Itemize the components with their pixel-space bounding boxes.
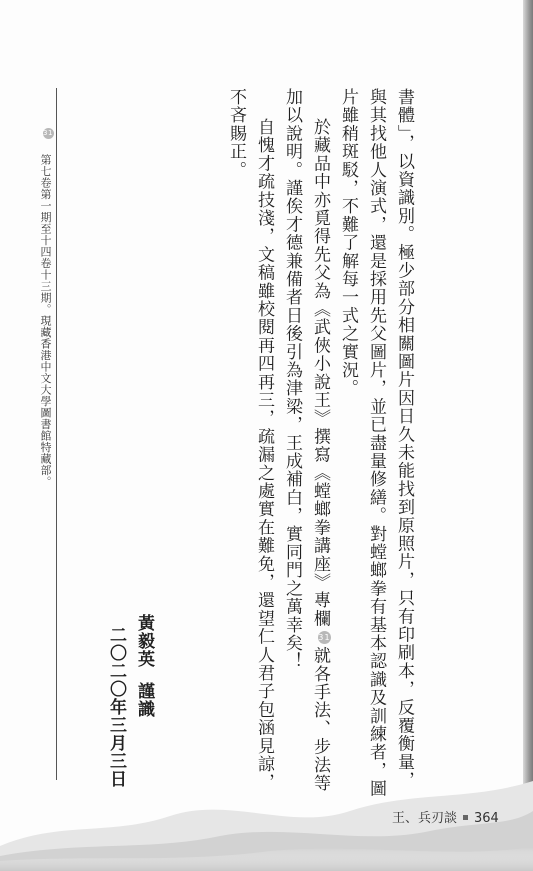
signature-date: 二〇二〇年三月三日 [106,626,126,788]
footnote-reference-badge[interactable]: 31 [318,632,331,642]
body-column-4-text: 於藏品中亦覓得先父為《武俠小說王》撰寫《螳螂拳講座》專欄 [310,118,330,628]
footnote-separator [56,88,57,780]
body-column-5: 加以說明。謹俟才德兼備者日後引為津梁，王成補白，實同門之萬幸矣！ [282,88,302,671]
body-column-7: 不吝賜正。 [226,88,246,179]
page-number: 364 [474,811,499,826]
running-head [392,807,499,826]
page-spine-shadow [523,0,533,871]
footnote-text: 第七卷第一期至十四卷十三期。現藏香港中文大學圖書館特藏部。 [39,154,52,488]
body-column-4-tail: 就各手法、步法等 [310,646,330,793]
separator-square-icon [463,815,468,820]
body-column-1: 書體」，以資識別。極少部分相關圖片因日久未能找到原照片，只有印刷本，反覆衡量， [394,88,414,790]
body-column-3: 片雖稍斑駁，不難了解每一式之實況。 [338,88,358,398]
signature-author [132,614,157,718]
body-column-4 [309,118,331,792]
body-column-2: 與其找他人演式，還是採用先父圖片，並已盡量修繕。對螳螂拳有基本認識及訓練者，圖 [366,88,386,798]
footnote-number-badge: 31 [43,129,53,137]
footnote [37,125,54,488]
running-head-title: 王、兵刃談 [392,811,458,826]
signature-note: 謹識 [134,682,154,718]
signature-author-name: 黃毅英 [134,614,154,668]
body-column-6: 自愧才疏技淺，文稿雖校閱再四再三，疏漏之處實在難免，還望仁人君子包涵見諒， [254,118,274,792]
